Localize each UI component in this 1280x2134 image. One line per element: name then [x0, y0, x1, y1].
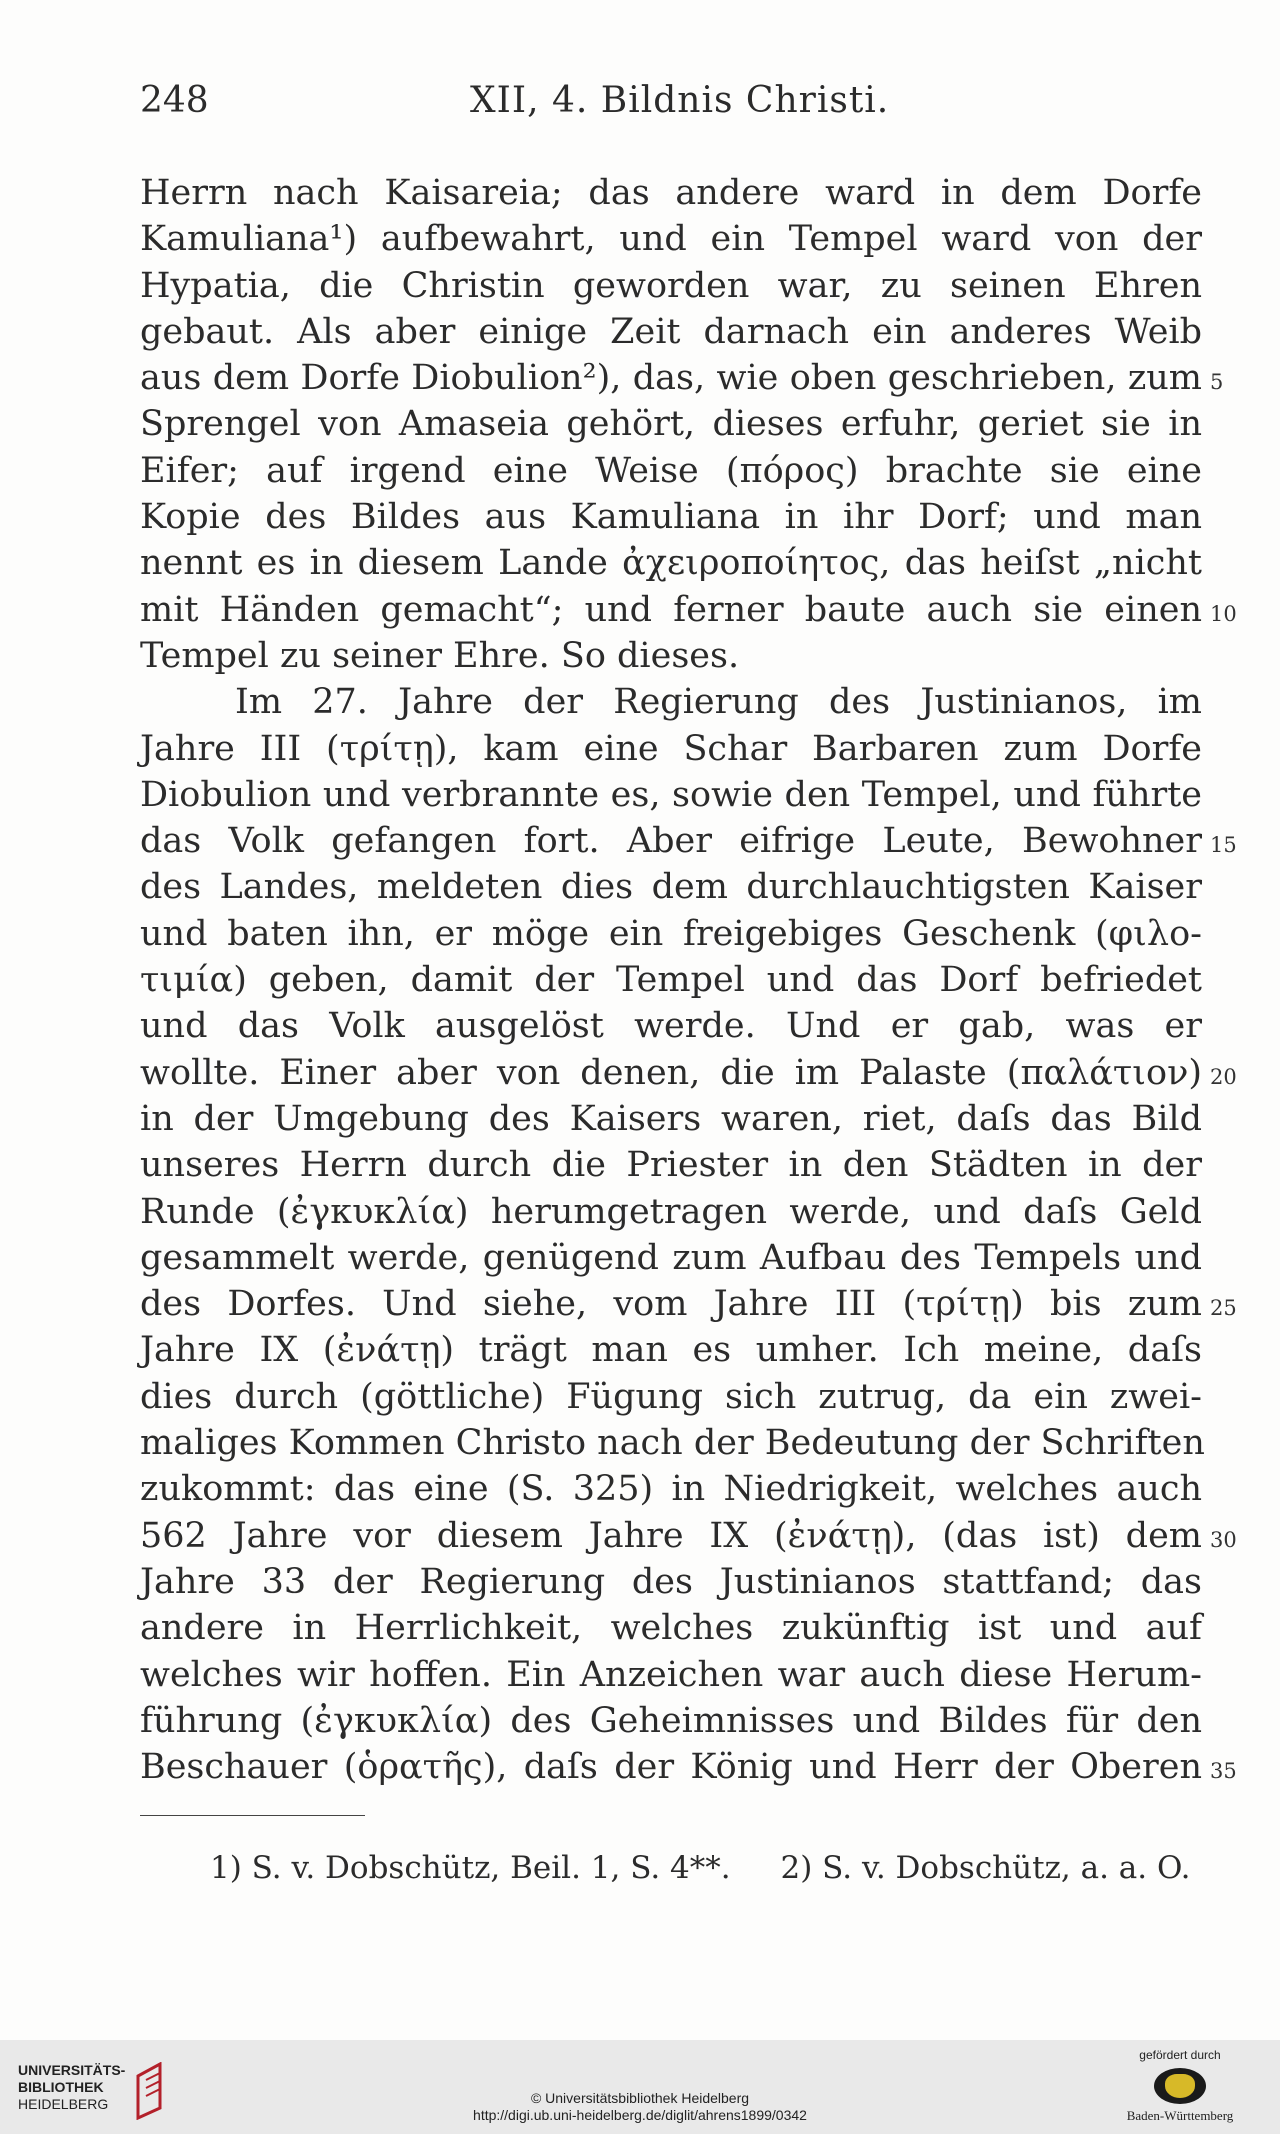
- text-line-content: Jahre 33 der Regierung des Justinianos stattfand; das: [140, 1561, 1202, 1602]
- text-line: [140, 772, 1202, 818]
- text-line-content: maliges Kommen Christo nach der Bedeutung der Schriften: [140, 1423, 1205, 1464]
- text-line: [140, 170, 1202, 216]
- text-line: [140, 216, 1202, 262]
- copyright-text: © Universitätsbibliothek Heidelberg: [530, 2090, 750, 2106]
- text-line-content: mit Händen gemacht“; und ferner baute auch sie einen: [140, 589, 1202, 630]
- text-line: [140, 1698, 1202, 1744]
- text-line: [140, 1605, 1202, 1651]
- text-line: [140, 633, 1202, 679]
- footnote-2: 2) S. v. Dobschütz, a. a. O.: [780, 1850, 1191, 1886]
- running-title: XII, 4. Bildnis Christi.: [470, 80, 890, 121]
- text-line: [140, 1142, 1202, 1188]
- text-line-content: welches wir hoffen. Ein Anzeichen war auch diese Herum-: [140, 1654, 1202, 1695]
- text-line-content: andere in Herrlichkeit, welches zukünftig ist und auf: [140, 1608, 1202, 1649]
- funded-by-label: gefördert durch: [1139, 2048, 1221, 2062]
- text-line: [140, 1281, 1237, 1327]
- line-number: 25: [1210, 1296, 1237, 1321]
- page-header: [140, 80, 1200, 130]
- page-number: 248: [140, 80, 209, 121]
- text-line: [140, 494, 1202, 540]
- text-line: [140, 818, 1237, 864]
- text-line-content: Kopie des Bildes aus Kamuliana in ihr Dorf; und man: [140, 497, 1202, 538]
- text-line: [140, 587, 1237, 633]
- text-line: [140, 1374, 1202, 1420]
- text-line-content: und baten ihn, er möge ein freigebiges Geschenk (φιλο-: [140, 913, 1202, 954]
- text-line: [140, 957, 1202, 1003]
- text-line: [140, 1050, 1237, 1096]
- text-line-content: das Volk gefangen fort. Aber eifrige Leute, Bewohner: [140, 821, 1202, 862]
- text-line-content: Im 27. Jahre der Regierung des Justinianos, im: [235, 682, 1202, 723]
- text-line-content: gebaut. Als aber einige Zeit darnach ein anderes Weib: [140, 311, 1202, 352]
- text-line-content: Sprengel von Amaseia gehört, dieses erfuhr, geriet sie in: [140, 404, 1202, 445]
- text-line: [140, 1189, 1202, 1235]
- text-line-content: in der Umgebung des Kaisers waren, riet, daſs das Bild: [140, 1098, 1202, 1139]
- text-line: [140, 1235, 1202, 1281]
- text-line-content: zukommt: das eine (S. 325) in Niedrigkeit, welches auch: [140, 1469, 1202, 1510]
- text-line: [140, 726, 1202, 772]
- library-name-line2: BIBLIOTHEK: [18, 2079, 104, 2095]
- coat-of-arms-icon: [1154, 2068, 1206, 2104]
- footer-center: [0, 2090, 1280, 2124]
- text-line: [140, 1003, 1202, 1049]
- text-line: [140, 1744, 1237, 1790]
- text-line-content: τιμία) geben, damit der Tempel und das Dorf befriedet: [140, 960, 1202, 1001]
- text-line: [140, 1420, 1205, 1466]
- text-line-content: 562 Jahre vor diesem Jahre IX (ἐνάτῃ), (das ist) dem: [140, 1515, 1202, 1556]
- footnotes: [210, 1850, 1210, 1886]
- line-number: 10: [1210, 601, 1237, 626]
- text-line: [140, 448, 1202, 494]
- text-line-content: des Landes, meldeten dies dem durchlauchtigsten Kaiser: [140, 867, 1202, 908]
- text-line: [140, 401, 1202, 447]
- text-line-content: Diobulion und verbrannte es, sowie den Tempel, und führte: [140, 774, 1202, 815]
- text-line-content: Hypatia, die Christin geworden war, zu seinen Ehren: [140, 265, 1202, 306]
- footnote-1: 1) S. v. Dobschütz, Beil. 1, S. 4**.: [210, 1850, 731, 1886]
- text-line-content: Beschauer (ὁρατῆς), daſs der König und Herr der Oberen: [140, 1747, 1202, 1788]
- line-number: 5: [1210, 370, 1224, 395]
- text-line: [140, 355, 1224, 401]
- text-line: [140, 1652, 1202, 1698]
- text-line: [140, 540, 1202, 586]
- line-number: 20: [1210, 1064, 1237, 1089]
- text-line: [140, 1466, 1202, 1512]
- footer-bar: [0, 2040, 1280, 2134]
- text-line-content: Eifer; auf irgend eine Weise (πόρος) brachte sie eine: [140, 450, 1202, 491]
- line-number: 35: [1210, 1759, 1237, 1784]
- text-line-content: wollte. Einer aber von denen, die im Palaste (παλάτιον): [140, 1052, 1202, 1093]
- text-line-content: aus dem Dorfe Diobulion²), das, wie oben geschrieben, zum: [140, 358, 1202, 399]
- text-line-content: und das Volk ausgelöst werde. Und er gab, was er: [140, 1006, 1202, 1047]
- text-line: [140, 911, 1202, 957]
- text-line: [140, 263, 1202, 309]
- text-line-content: Tempel zu seiner Ehre. So dieses.: [140, 635, 740, 676]
- funder-name: Baden-Württemberg: [1126, 2108, 1234, 2123]
- text-line: [140, 1327, 1202, 1373]
- body-text: [140, 170, 1237, 1790]
- library-name-line1: UNIVERSITÄTS-: [18, 2062, 126, 2078]
- text-line: [140, 309, 1202, 355]
- text-line-content: Runde (ἐγκυκλία) herumgetragen werde, und daſs Geld: [140, 1191, 1202, 1232]
- text-line-content: Jahre IX (ἐνάτῃ) trägt man es umher. Ich meine, daſs: [140, 1330, 1202, 1371]
- text-line-content: Jahre III (τρίτῃ), kam eine Schar Barbaren zum Dorfe: [140, 728, 1202, 769]
- text-line-content: Herrn nach Kaisareia; das andere ward in dem Dorfe: [140, 173, 1202, 213]
- footnote-rule: [140, 1815, 365, 1816]
- funder-block: [1100, 2048, 1260, 2124]
- line-number: 30: [1210, 1527, 1237, 1552]
- text-line: [140, 679, 1202, 725]
- text-line-content: Kamuliana¹) aufbewahrt, und ein Tempel ward von der: [140, 219, 1202, 260]
- line-number: 15: [1210, 833, 1237, 858]
- text-line-content: gesammelt werde, genügend zum Aufbau des Tempels und: [140, 1237, 1202, 1278]
- text-line-content: nennt es in diesem Lande ἀχειροποίητος, das heiſst „nicht: [140, 543, 1202, 584]
- text-line: [140, 864, 1202, 910]
- text-line-content: des Dorfes. Und siehe, vom Jahre III (τρίτῃ) bis zum: [140, 1284, 1202, 1325]
- text-line: [140, 1096, 1202, 1142]
- text-line-content: führung (ἐγκυκλία) des Geheimnisses und Bildes für den: [140, 1700, 1202, 1741]
- library-name-line3: HEIDELBERG: [18, 2096, 109, 2112]
- text-line: [140, 1559, 1202, 1605]
- text-line-content: dies durch (göttliche) Fügung sich zutrug, da ein zwei-: [140, 1376, 1202, 1417]
- text-line: [140, 1513, 1237, 1559]
- permalink[interactable]: http://digi.ub.uni-heidelberg.de/diglit/ahrens1899/0342: [473, 2107, 807, 2123]
- text-line-content: unseres Herrn durch die Priester in den Städten in der: [140, 1145, 1202, 1186]
